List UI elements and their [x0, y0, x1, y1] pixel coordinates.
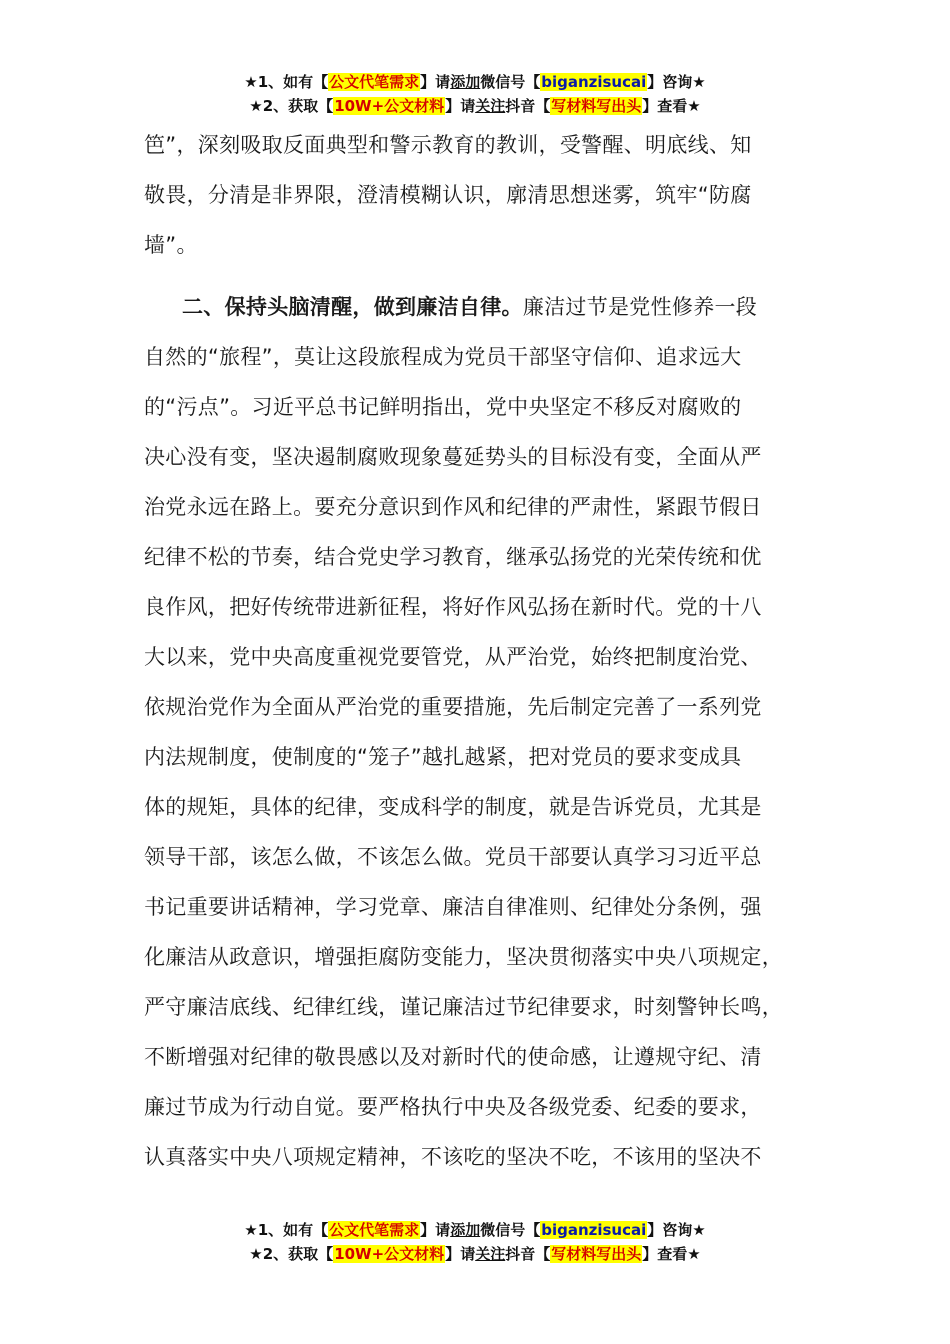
text-line: 治党永远在路上。要充分意识到作风和纪律的严肃性，紧跟节假日 — [144, 495, 762, 519]
section-heading: 二、保持头脑清醒，做到廉洁自律。 — [182, 295, 523, 319]
banner-underline: 关注 — [475, 97, 506, 115]
text-line: 敬畏，分清是非界限，澄清模糊认识，廓清思想迷雾，筑牢“防腐 — [144, 183, 752, 207]
paragraph-1 — [144, 120, 834, 270]
banner-text: 】请 — [445, 1245, 476, 1263]
text-line: 良作风，把好传统带进新征程，将好作风弘扬在新时代。党的十八 — [144, 595, 762, 619]
text-line: 不断增强对纪律的敬畏感以及对新时代的使命感，让遵规守纪、清 — [144, 1045, 762, 1069]
highlight-douyin: 写材料写出头 — [551, 97, 642, 115]
banner-text: ★1、如有【 — [244, 73, 329, 91]
text-line: 领导干部，该怎么做，不该怎么做。党员干部要认真学习习近平总 — [144, 845, 762, 869]
banner-text: 】咨询★ — [647, 73, 706, 91]
text-run: 廉洁过节是党性修养一段 — [522, 295, 758, 319]
text-line: 认真落实中央八项规定精神，不该吃的坚决不吃，不该用的坚决不 — [144, 1145, 762, 1169]
text-line: 的“污点”。习近平总书记鲜明指出，党中央坚定不移反对腐败的 — [144, 395, 742, 419]
banner-line-2 — [0, 1242, 950, 1266]
text-line: 大以来，党中央高度重视党要管党，从严治党，始终把制度治党、 — [144, 645, 762, 669]
highlight-service: 公文代笔需求 — [329, 73, 420, 91]
banner-text: 】请 — [420, 1221, 451, 1239]
banner-text: 】咨询★ — [647, 1221, 706, 1239]
banner-text: 抖音【 — [505, 97, 551, 115]
text-line: 廉过节成为行动自觉。要严格执行中央及各级党委、纪委的要求， — [144, 1095, 762, 1119]
footer-banner — [0, 1218, 950, 1266]
text-line: 自然的“旅程”，莫让这段旅程成为党员干部坚守信仰、追求远大 — [144, 345, 742, 369]
banner-text: 微信号【 — [480, 1221, 541, 1239]
text-line: 化廉洁从政意识，增强拒腐防变能力，坚决贯彻落实中央八项规定， — [144, 945, 783, 969]
banner-underline: 添加 — [450, 1221, 481, 1239]
banner-text: 抖音【 — [505, 1245, 551, 1263]
highlight-service: 公文代笔需求 — [329, 1221, 420, 1239]
banner-text: 】查看★ — [642, 97, 701, 115]
text-line — [144, 282, 834, 332]
banner-text: ★2、获取【 — [249, 97, 334, 115]
text-line: 严守廉洁底线、纪律红线，谨记廉洁过节纪律要求，时刻警钟长鸣， — [144, 995, 783, 1019]
banner-text: ★1、如有【 — [244, 1221, 329, 1239]
text-line: 体的规矩，具体的纪律，变成科学的制度，就是告诉党员，尤其是 — [144, 795, 762, 819]
banner-text: 微信号【 — [480, 73, 541, 91]
highlight-materials: 10W+公文材料 — [334, 1245, 445, 1263]
highlight-wechat-id: biganzisucai — [541, 73, 647, 91]
highlight-douyin: 写材料写出头 — [551, 1245, 642, 1263]
header-banner — [0, 70, 950, 118]
text-line: 依规治党作为全面从严治党的重要措施，先后制定完善了一系列党 — [144, 695, 762, 719]
highlight-wechat-id: biganzisucai — [541, 1221, 647, 1239]
banner-text: 】请 — [445, 97, 476, 115]
text-line: 书记重要讲话精神，学习党章、廉洁自律准则、纪律处分条例，强 — [144, 895, 762, 919]
banner-line-1 — [0, 1218, 950, 1242]
banner-text: ★2、获取【 — [249, 1245, 334, 1263]
banner-text: 】请 — [420, 73, 451, 91]
text-line: 纪律不松的节奏，结合党史学习教育，继承弘扬党的光荣传统和优 — [144, 545, 762, 569]
text-line: 笆”，深刻吸取反面典型和警示教育的教训，受警醒、明底线、知 — [144, 133, 752, 157]
banner-text: 】查看★ — [642, 1245, 701, 1263]
banner-underline: 添加 — [450, 73, 481, 91]
document-body — [144, 120, 834, 1182]
paragraph-2 — [144, 282, 834, 1182]
banner-line-1 — [0, 70, 950, 94]
highlight-materials: 10W+公文材料 — [334, 97, 445, 115]
text-line: 内法规制度，使制度的“笼子”越扎越紧，把对党员的要求变成具 — [144, 745, 742, 769]
text-line: 墙”。 — [144, 233, 198, 257]
banner-underline: 关注 — [475, 1245, 506, 1263]
text-line: 决心没有变，坚决遏制腐败现象蔓延势头的目标没有变，全面从严 — [144, 445, 762, 469]
banner-line-2 — [0, 94, 950, 118]
